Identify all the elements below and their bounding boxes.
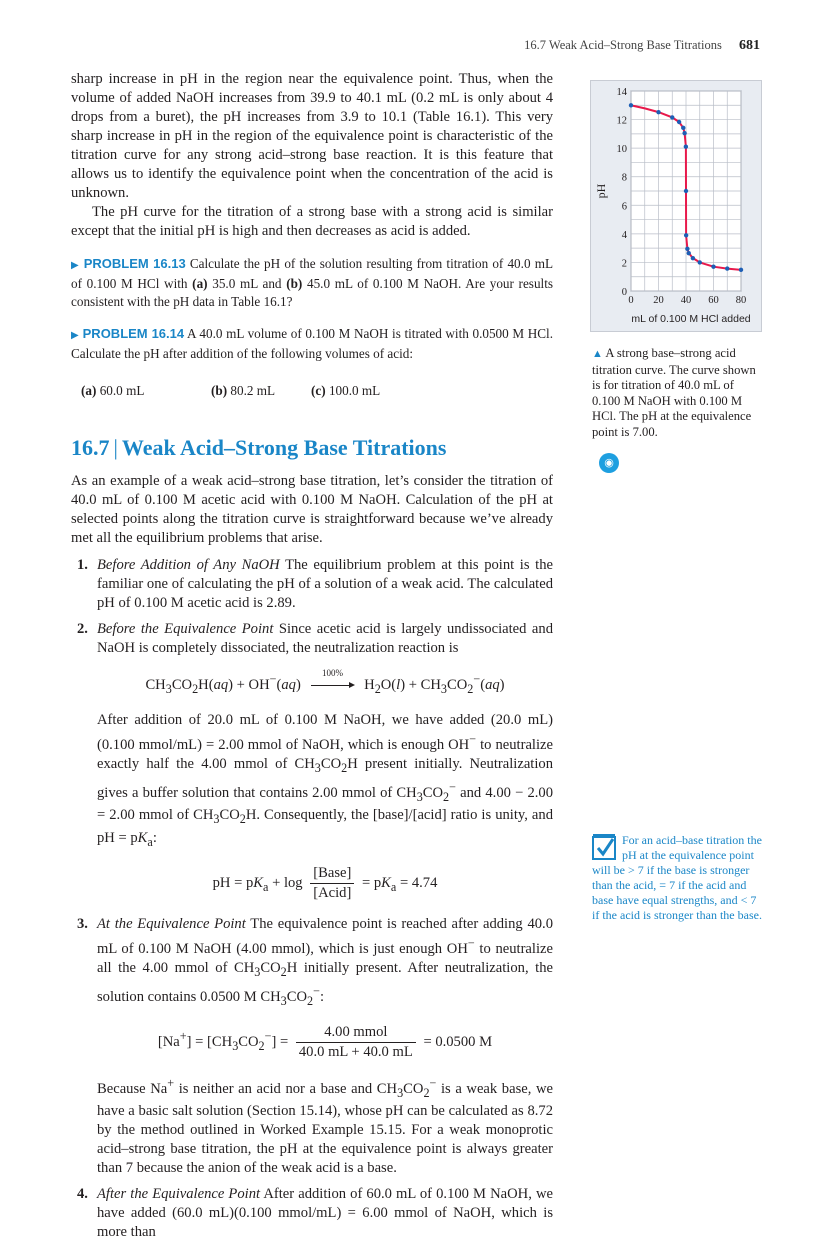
data-point (670, 115, 674, 119)
concentration-equation: $[Na^+] = [CH_3CO_2^-]$ = $\frac{\text{4.00 mmol}}{40.0 mL + 40.0 mL}$ = 0.0500 M (157, 1023, 493, 1060)
step-2: 2. Before the Equivalence Point Since acetic acid is largely undissociated and NaOH is completely dissociated, the neutralization reaction is $CH_3CO_2H(aq) + OH^-(aq)$ 100% $H_2O(l) + CH_3CO_2^-(aq)$ After addition of 20.0 mL of 0.100 M NaOH, we have added (20.0 mL) (0.100 mmol/mL) = 2.00 mmol of NaOH, which is enough OH− to neutralize exactly half the 4.00 mmol of $CH_3CO_2H$ present initially. Neutralization gives a buffer solution that contains 2.00 mmol of $CH_3CO_2^-$ and 4.00 − 2.00 = 2.00 mmol of $CH_3CO_2H$. Consequently, the [base]/[acid] ratio is unity, and pH = $pK_a$: pH = $pK_a + \log$ $\frac{\text{[Base]}}{\text{[Acid]}}$ = $pK_a = 4.74$ (77, 621, 554, 902)
data-point (691, 256, 695, 260)
step-list (71, 556, 553, 1242)
data-point (684, 189, 688, 193)
data-point (656, 110, 660, 114)
figure-caption: ▲ A strong base–strong acid titration curve. The curve shown is for titration of 40.0 mL of 0.100 M NaOH with 0.100 M HCl. The pH at the equivalence point is 7.00. (592, 346, 756, 439)
section-intro: As an example of a weak acid–strong base titration, let’s consider the titration of 40.0 mL of 0.100 M acetic acid with 0.100 M NaOH. Calculation of the pH at selected points along the titration curve is straightforward because we’ve already met all the equilibrium problems that arise. (71, 473, 553, 546)
step-title: Before the Equivalence Point (97, 621, 274, 637)
triangle-caption-icon: ▲ (592, 348, 603, 360)
x-axis-label: mL of 0.100 M HCl added (631, 313, 751, 325)
step-3-text: Because Na+ is neither an acid nor a base and $CH_3CO_2^-$ is a weak base, we have a basic salt solution (Section 15.14), whose pH can be calculated as 8.72 by the method outlined in Worked Example 15.15. For a weak monoprotic acid–strong base titration, the pH at the equivalence point is always greater than 7 because the anion of the weak acid is a base. (97, 1075, 554, 1177)
y-tick-label: 6 (621, 201, 627, 213)
y-tick-label: 12 (616, 115, 627, 127)
problem-text-c: 45.0 mL of 0.100 M NaOH. Are your results consistent with the pH data in Table 16.1? (71, 276, 553, 309)
intro-paragraph-1: sharp increase in pH in the region near the equivalence point. Thus, when the volume of added NaOH increases from 39.9 to 40.1 mL (0.2 mL is only about 4 drops from a buret), the pH increases from 3.9 to 10.1 (Table 16.1). This very sharp increase in pH in the region of the equivalence point is characteristic of the titration curve for any strong acid–strong base reaction. It is this feature that allows us to identify the equivalence point when the concentration of the acid is unknown. (71, 71, 553, 201)
data-point (739, 268, 743, 272)
x-tick-label: 80 (735, 295, 747, 306)
data-point (629, 103, 633, 107)
y-tick-label: 4 (621, 229, 627, 241)
step-title: At the Equivalence Point (97, 916, 246, 933)
step-title: Before Addition of Any NaOH (97, 557, 280, 573)
data-point (681, 126, 685, 130)
titration-chart-panel (590, 80, 762, 332)
header-section: 16.7 Weak Acid–Strong Base Titrations (524, 38, 722, 52)
part-item: (a) 60.0 mL (81, 383, 145, 398)
checklist-icon (592, 833, 618, 861)
problem-text-b: 35.0 mL and (207, 276, 287, 291)
section-number: 16.7 (71, 435, 110, 460)
data-point (682, 131, 686, 135)
x-tick-label: 0 (628, 295, 634, 306)
data-point (684, 145, 688, 149)
problem-16-14 (71, 325, 553, 363)
problem-label: PROBLEM 16.14 (82, 326, 185, 341)
y-tick-label: 10 (616, 144, 627, 156)
step-1: 1. Before Addition of Any NaOH The equilibrium problem at this point is the familiar one of calculating the pH of a solution of a weak acid. The calculated pH of 0.100 M acetic acid is 2.89. (77, 557, 553, 611)
titration-chart (591, 81, 761, 331)
data-point (677, 120, 681, 124)
data-point (725, 266, 729, 270)
triangle-bullet-icon: ▶ (71, 330, 80, 341)
margin-note: For an acid–base titration the pH at the equivalence point will be > 7 if the base is stronger than the acid, = 7 if the acid and base have equal strengths, and < 7 if the acid is stronger than the base. (592, 833, 762, 922)
main-column (71, 70, 553, 1242)
triangle-bullet-icon: ▶ (71, 260, 80, 271)
data-point (711, 265, 715, 269)
step-2-text: After addition of 20.0 mL of 0.100 M NaOH, we have added (20.0 mL) (0.100 mmol/mL) = 2.00 mmol of NaOH, which is enough OH− to neutralize exactly half the 4.00 mmol of $CH_3CO_2H$ present initially. Neutralization gives a buffer solution that contains 2.00 mmol of $CH_3CO_2^-$ and 4.00 − 2.00 = 2.00 mmol of $CH_3CO_2H$. Consequently, the [base]/[acid] ratio is unity, and pH = $pK_a$: (97, 711, 554, 850)
problem-parts (71, 381, 553, 400)
x-tick-label: 40 (680, 295, 692, 306)
y-tick-labels (617, 87, 628, 298)
section-heading (71, 434, 553, 462)
step-3: 3. At the Equivalence Point The equivalence point is reached after adding 40.0 mL of 0.100 M NaOH (4.00 mmol), which is just enough OH− to neutralize all the 4.00 mmol of $CH_3CO_2H$ initially present. After neutralization, the solution contains 0.0500 M $CH_3CO_2^-$: $[Na^+] = [CH_3CO_2^-]$ = $\frac{\text{4.00 mmol}}{40.0 mL + 40.0 mL}$ = 0.0500 M Because Na+ is neither an acid nor a base and $CH_3CO_2^-$ is a weak base, we have a basic salt solution (Section 15.14), whose pH can be calculated as 8.72 by the method outlined in Worked Example 15.15. For a weak monoprotic acid–strong base titration, the pH at the equivalence point is always greater than 7 because the anion of the weak acid is a base. (77, 916, 554, 1177)
intro-paragraph-2: The pH curve for the titration of a strong base with a strong acid is similar except that the initial pH is high and then decreases as acid is added. (71, 204, 553, 239)
step-4: 4. After the Equivalence Point After addition of 60.0 mL of 0.100 M NaOH, we have added (60.0 mL)(0.100 mmol/mL) = 6.00 mmol of NaOH, which is more than (77, 1186, 553, 1241)
y-tick-label: 0 (621, 287, 627, 298)
x-tick-label: 60 (708, 295, 719, 306)
x-tick-label: 20 (653, 295, 664, 306)
neutralization-equation: $CH_3CO_2H(aq) + OH^-(aq)$ 100% $H_2O(l) + CH_3CO_2^-(aq)$ (145, 667, 505, 696)
part-b-label: (b) (286, 276, 303, 291)
part-item: (c) 100.0 mL (311, 383, 381, 398)
section-title: Weak Acid–Strong Base Titrations (121, 435, 447, 460)
x-tick-labels (628, 295, 746, 306)
y-tick-label: 14 (616, 87, 627, 98)
problem-text-a: Calculate the pH of the solution resulting from titration of 40.0 mL of 0.100 M HCl with (71, 256, 554, 291)
running-header (0, 38, 760, 54)
problem-label: PROBLEM 16.13 (83, 256, 186, 271)
data-point (687, 251, 691, 255)
data-point (685, 247, 689, 251)
part-a-label: (a) (192, 276, 208, 291)
data-point (698, 260, 702, 264)
y-axis-label: pH (594, 183, 608, 199)
cd-icon[interactable]: ◉ (599, 453, 619, 473)
page-number: 681 (739, 38, 760, 53)
part-item: (b) 80.2 mL (211, 383, 276, 398)
problem-16-13 (71, 255, 553, 311)
step-title: After the Equivalence Point (97, 1186, 261, 1203)
section-divider: | (113, 435, 118, 460)
data-point (684, 233, 688, 237)
y-tick-label: 8 (621, 172, 627, 184)
y-tick-label: 2 (621, 258, 627, 270)
problem-text: A 40.0 mL volume of 0.100 M NaOH is titrated with 0.0500 M HCl. Calculate the pH after addition of the following volumes of acid: (71, 326, 553, 361)
henderson-equation: pH = $pK_a + \log$ $\frac{\text{[Base]}}{\text{[Acid]}}$ = $pK_a = 4.74$ (212, 865, 438, 902)
